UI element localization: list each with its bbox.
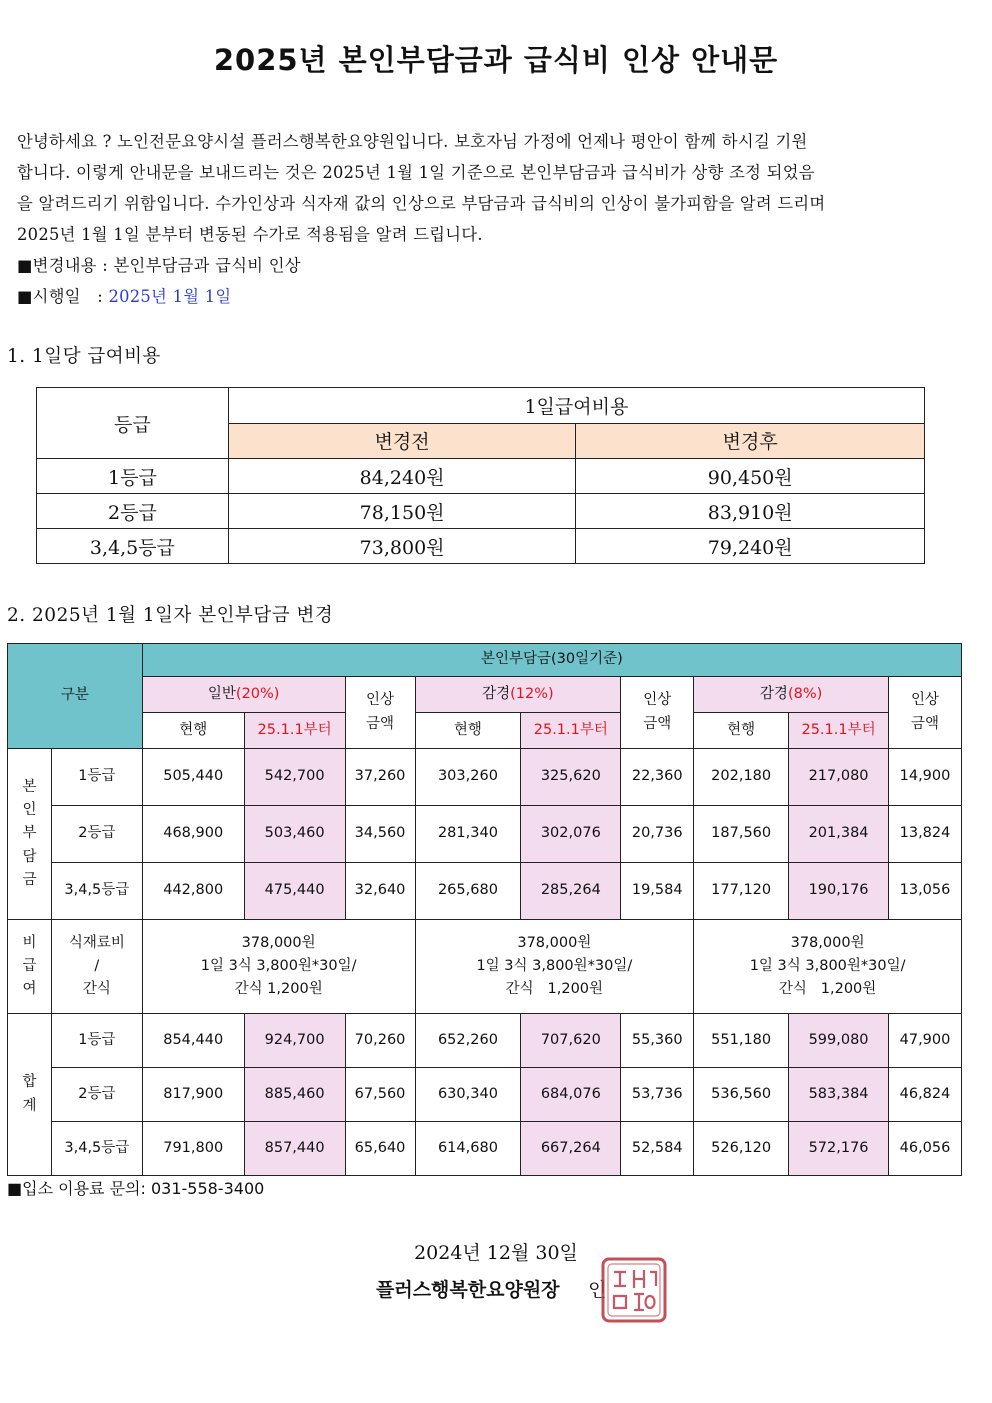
value-cell: 707,620: [521, 1014, 621, 1068]
value-cell: 32,640: [345, 863, 415, 920]
total-label: 합 계: [8, 1014, 52, 1176]
group-header: 1일급여비용: [228, 388, 924, 424]
value-cell: 924,700: [244, 1014, 345, 1068]
value-cell: 505,440: [142, 749, 244, 806]
value-cell: 442,800: [142, 863, 244, 920]
value-cell: 614,680: [415, 1122, 521, 1176]
before-cell: 73,800원: [228, 529, 576, 564]
value-cell: 791,800: [142, 1122, 244, 1176]
division-header: 구분: [8, 644, 143, 749]
from-date-header: 25.1.1부터: [521, 713, 621, 749]
effective-label: ■시행일 :: [17, 287, 109, 306]
grade-header: 등급: [37, 388, 229, 459]
grade-cell: 1등급: [51, 1014, 142, 1068]
value-cell: 67,560: [345, 1068, 415, 1122]
value-cell: 885,460: [244, 1068, 345, 1122]
value-cell: 177,120: [694, 863, 789, 920]
daily-benefit-table: [36, 387, 925, 564]
from-date-header: 25.1.1부터: [789, 713, 889, 749]
meal-row: [8, 920, 962, 1014]
value-cell: 542,700: [244, 749, 345, 806]
value-cell: 53,736: [621, 1068, 694, 1122]
value-cell: 572,176: [789, 1122, 889, 1176]
issue-date: 2024년 12월 30일: [414, 1242, 578, 1264]
current-header: 현행: [142, 713, 244, 749]
grade-cell: 2등급: [51, 806, 142, 863]
after-cell: 79,240원: [576, 529, 925, 564]
value-cell: 14,900: [889, 749, 962, 806]
meal-cost-cell: 378,000원 1일 3식 3,800원*30일/ 간식 1,200원: [142, 920, 415, 1014]
value-cell: 303,260: [415, 749, 521, 806]
value-cell: 217,080: [789, 749, 889, 806]
table-row: [37, 529, 925, 564]
increase-header: 인상 금액: [889, 677, 962, 749]
burden-label: 본 인 부 담 금: [8, 749, 52, 920]
value-cell: 52,584: [621, 1122, 694, 1176]
grade-cell: 3,4,5등급: [51, 1122, 142, 1176]
value-cell: 599,080: [789, 1014, 889, 1068]
before-header: 변경전: [228, 423, 576, 459]
value-cell: 854,440: [142, 1014, 244, 1068]
after-header: 변경후: [576, 423, 925, 459]
table-row: [8, 1068, 962, 1122]
table-row: [8, 1014, 962, 1068]
value-cell: 19,584: [621, 863, 694, 920]
effective-date: 2025년 1월 1일: [108, 287, 232, 306]
grade-cell: 2등급: [37, 494, 229, 529]
before-cell: 84,240원: [228, 459, 576, 494]
intro-line: 합니다. 이렇게 안내문을 보내드리는 것은 2025년 1월 1일 기준으로 본인부담금과 급식비가 상향 조정 되었음: [17, 163, 815, 182]
value-cell: 526,120: [694, 1122, 789, 1176]
seal-mark: 인: [588, 1279, 607, 1301]
value-cell: 265,680: [415, 863, 521, 920]
meal-label: 식재료비 / 간식: [51, 920, 142, 1014]
value-cell: 190,176: [789, 863, 889, 920]
value-cell: 202,180: [694, 749, 789, 806]
category-reduced-12: 감경(12%): [415, 677, 621, 713]
after-cell: 83,910원: [576, 494, 925, 529]
value-cell: 503,460: [244, 806, 345, 863]
value-cell: 55,360: [621, 1014, 694, 1068]
grade-cell: 2등급: [51, 1068, 142, 1122]
value-cell: 22,360: [621, 749, 694, 806]
table-row: [37, 459, 925, 494]
value-cell: 551,180: [694, 1014, 789, 1068]
value-cell: 536,560: [694, 1068, 789, 1122]
section1-heading: 1. 1일당 급여비용: [7, 346, 161, 367]
value-cell: 468,900: [142, 806, 244, 863]
value-cell: 34,560: [345, 806, 415, 863]
section2-heading: 2. 2025년 1월 1일자 본인부담금 변경: [7, 605, 334, 626]
value-cell: 13,056: [889, 863, 962, 920]
current-header: 현행: [415, 713, 521, 749]
change-content: ■변경내용 : 본인부담금과 급식비 인상: [17, 256, 301, 275]
meal-cost-cell: 378,000원 1일 3식 3,800원*30일/ 간식 1,200원: [415, 920, 694, 1014]
value-cell: 37,260: [345, 749, 415, 806]
table-row: [8, 749, 962, 806]
intro-line: 을 알려드리기 위함입니다. 수가인상과 식자재 값의 인상으로 부담금과 급식비의 인상이 불가피함을 알려 드리며: [17, 194, 826, 213]
signature: [376, 1275, 607, 1302]
value-cell: 46,056: [889, 1122, 962, 1176]
value-cell: 652,260: [415, 1014, 521, 1068]
intro-line: 2025년 1월 1일 분부터 변동된 수가로 적용됨을 알려 드립니다.: [17, 225, 483, 244]
copay-group-header: 본인부담금(30일기준): [142, 644, 961, 677]
nonpay-label: 비 급 여: [8, 920, 52, 1014]
value-cell: 46,824: [889, 1068, 962, 1122]
value-cell: 817,900: [142, 1068, 244, 1122]
value-cell: 302,076: [521, 806, 621, 863]
official-seal-icon: [600, 1256, 668, 1324]
value-cell: 13,824: [889, 806, 962, 863]
value-cell: 583,384: [789, 1068, 889, 1122]
table-row: [8, 1122, 962, 1176]
table-row: [8, 863, 962, 920]
category-general: 일반(20%): [142, 677, 345, 713]
value-cell: 285,264: [521, 863, 621, 920]
page-title: 2025년 본인부담금과 급식비 인상 안내문: [213, 43, 779, 77]
value-cell: 684,076: [521, 1068, 621, 1122]
grade-cell: 3,4,5등급: [51, 863, 142, 920]
grade-cell: 1등급: [51, 749, 142, 806]
value-cell: 187,560: [694, 806, 789, 863]
contact-info: ■입소 이용료 문의: 031-558-3400: [7, 1179, 265, 1198]
signature-name: 플러스행복한요양원장: [376, 1279, 560, 1301]
value-cell: 47,900: [889, 1014, 962, 1068]
copayment-table: [7, 643, 962, 1176]
before-cell: 78,150원: [228, 494, 576, 529]
after-cell: 90,450원: [576, 459, 925, 494]
meal-cost-cell: 378,000원 1일 3식 3,800원*30일/ 간식 1,200원: [694, 920, 962, 1014]
value-cell: 201,384: [789, 806, 889, 863]
intro-text: [17, 126, 975, 312]
value-cell: 65,640: [345, 1122, 415, 1176]
value-cell: 475,440: [244, 863, 345, 920]
from-date-header: 25.1.1부터: [244, 713, 345, 749]
value-cell: 857,440: [244, 1122, 345, 1176]
category-reduced-8: 감경(8%): [694, 677, 889, 713]
table-row: [8, 806, 962, 863]
effective-line: [17, 281, 975, 312]
value-cell: 281,340: [415, 806, 521, 863]
value-cell: 667,264: [521, 1122, 621, 1176]
value-cell: 630,340: [415, 1068, 521, 1122]
value-cell: 20,736: [621, 806, 694, 863]
value-cell: 70,260: [345, 1014, 415, 1068]
current-header: 현행: [694, 713, 789, 749]
grade-cell: 3,4,5등급: [37, 529, 229, 564]
increase-header: 인상 금액: [345, 677, 415, 749]
table-row: [37, 494, 925, 529]
grade-cell: 1등급: [37, 459, 229, 494]
intro-line: 안녕하세요 ? 노인전문요양시설 플러스행복한요양원입니다. 보호자님 가정에 언제나 평안이 함께 하시길 기원: [17, 132, 808, 151]
increase-header: 인상 금액: [621, 677, 694, 749]
value-cell: 325,620: [521, 749, 621, 806]
